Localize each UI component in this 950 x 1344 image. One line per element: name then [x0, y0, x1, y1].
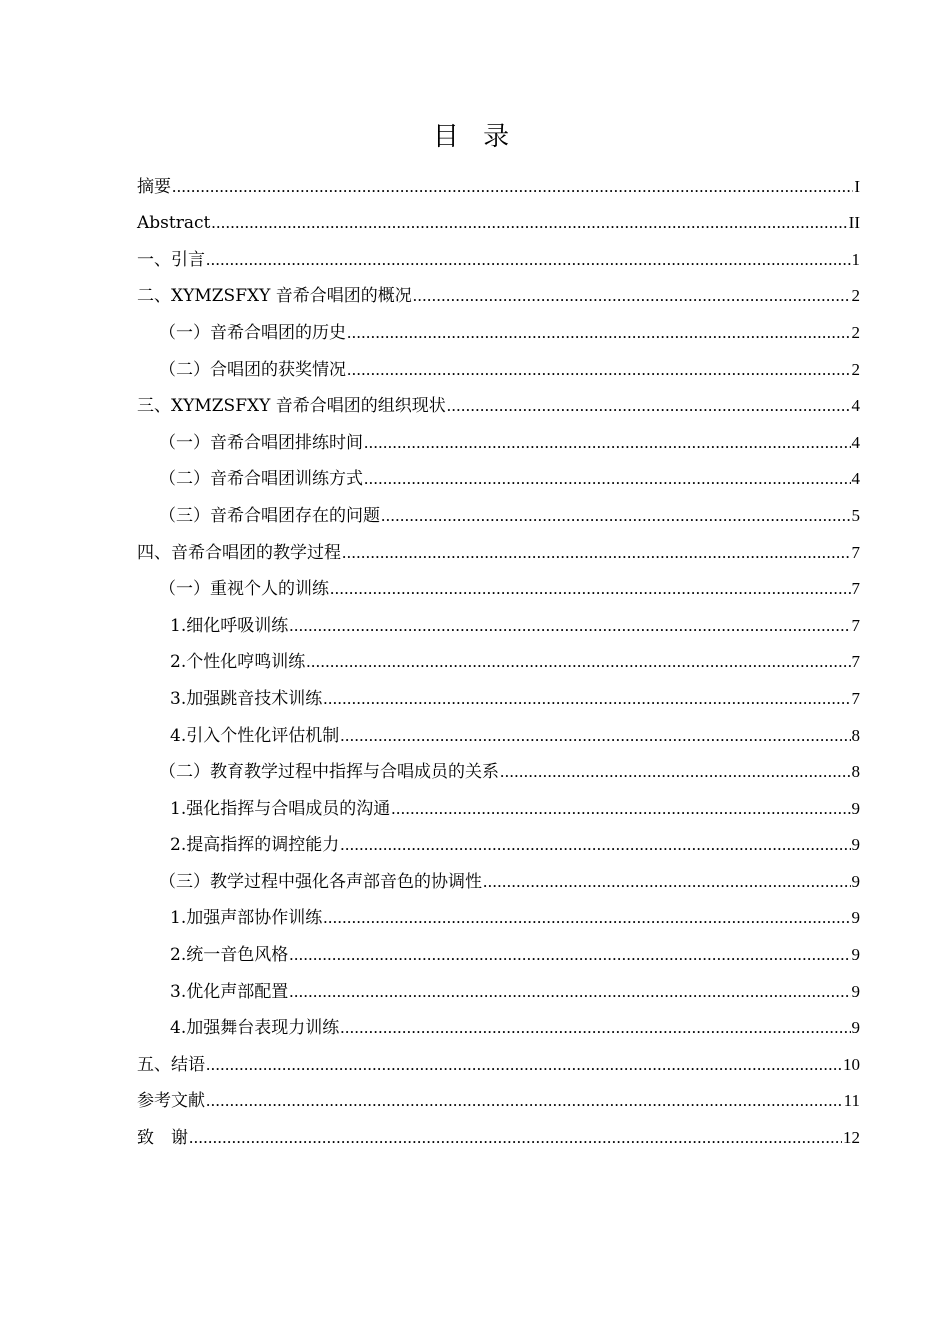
toc-entry-label: （三）音希合唱团存在的问题 — [159, 505, 380, 526]
toc-entry-label: （一）音希合唱团排练时间 — [159, 432, 363, 453]
dot-leader — [330, 579, 851, 599]
toc-entry[interactable] — [137, 672, 860, 709]
toc-entry-page: 9 — [851, 798, 860, 818]
dot-leader — [413, 286, 851, 306]
dot-leader — [323, 689, 850, 709]
toc-entry[interactable] — [137, 270, 860, 307]
dot-leader — [211, 213, 847, 233]
toc-entry-page: 2 — [851, 359, 860, 379]
toc-entry-label: 3.优化声部配置 — [170, 981, 289, 1002]
toc-entry-page: 8 — [851, 725, 860, 745]
toc-entry-page: 9 — [851, 945, 860, 965]
toc-entry-label: 三、XYMZSFXY 音希合唱团的组织现状 — [137, 396, 446, 417]
table-of-contents — [137, 160, 860, 1148]
toc-entry-page: 9 — [851, 908, 860, 928]
toc-entry[interactable] — [137, 526, 860, 563]
toc-entry[interactable] — [137, 1002, 860, 1039]
dot-leader — [206, 1091, 843, 1111]
toc-entry-page: 7 — [851, 542, 860, 562]
toc-entry[interactable] — [137, 746, 860, 783]
toc-entry-label: （二）教育教学过程中指挥与合唱成员的关系 — [159, 762, 499, 783]
dot-leader — [306, 652, 850, 672]
toc-entry-label: 2.提高指挥的调控能力 — [170, 835, 340, 856]
dot-leader — [364, 469, 851, 489]
toc-entry-page: 11 — [843, 1091, 860, 1111]
toc-entry[interactable] — [137, 892, 860, 929]
toc-entry[interactable] — [137, 599, 860, 636]
dot-leader — [189, 1128, 842, 1148]
toc-entry-label: 1.细化呼吸训练 — [170, 615, 289, 636]
dot-leader — [483, 872, 851, 892]
toc-entry-label: 二、XYMZSFXY 音希合唱团的概况 — [137, 286, 412, 307]
toc-entry-label: （一）音希合唱团的历史 — [159, 322, 346, 343]
toc-entry[interactable] — [137, 563, 860, 600]
toc-entry[interactable] — [137, 380, 860, 417]
toc-entry[interactable] — [137, 160, 860, 197]
dot-leader — [447, 396, 851, 416]
toc-entry-page: 12 — [843, 1128, 860, 1148]
toc-entry[interactable] — [137, 453, 860, 490]
dot-leader — [323, 908, 850, 928]
toc-entry-page: 9 — [851, 981, 860, 1001]
toc-entry[interactable] — [137, 233, 860, 270]
toc-entry[interactable] — [137, 489, 860, 526]
toc-entry-label: 2.统一音色风格 — [170, 945, 289, 966]
dot-leader — [347, 323, 851, 343]
toc-entry-page: 7 — [851, 579, 860, 599]
toc-entry[interactable] — [137, 928, 860, 965]
toc-entry-label: （二）合唱团的获奖情况 — [159, 359, 346, 380]
toc-entry-page: II — [848, 213, 860, 233]
dot-leader — [391, 799, 850, 819]
dot-leader — [172, 177, 853, 197]
toc-entry-label: 3.加强跳音技术训练 — [170, 688, 323, 709]
toc-entry[interactable] — [137, 1111, 860, 1148]
toc-entry-page: 2 — [851, 322, 860, 342]
toc-entry-label: 4.加强舞台表现力训练 — [170, 1018, 340, 1039]
toc-entry[interactable] — [137, 197, 860, 234]
toc-entry[interactable] — [137, 343, 860, 380]
toc-entry-label: Abstract — [137, 213, 211, 234]
toc-entry-label: 1.加强声部协作训练 — [170, 908, 323, 929]
toc-entry-page: 2 — [851, 286, 860, 306]
dot-leader — [206, 1055, 842, 1075]
toc-entry-page: 9 — [851, 871, 860, 891]
toc-entry-label: 五、结语 — [137, 1054, 205, 1075]
toc-entry[interactable] — [137, 819, 860, 856]
dot-leader — [500, 762, 851, 782]
dot-leader — [347, 360, 851, 380]
toc-entry-label: 2.个性化哼鸣训练 — [170, 652, 306, 673]
toc-entry-label: 1.强化指挥与合唱成员的沟通 — [170, 798, 391, 819]
toc-entry-page: 4 — [851, 469, 860, 489]
toc-entry[interactable] — [137, 782, 860, 819]
toc-entry-page: 5 — [851, 505, 860, 525]
dot-leader — [289, 945, 850, 965]
toc-entry[interactable] — [137, 965, 860, 1002]
dot-leader — [364, 433, 851, 453]
toc-entry-label: 4.引入个性化评估机制 — [170, 725, 340, 746]
toc-entry[interactable] — [137, 636, 860, 673]
dot-leader — [340, 726, 850, 746]
toc-entry-page: 9 — [851, 835, 860, 855]
toc-entry-label: 一、引言 — [137, 249, 205, 270]
toc-entry-page: I — [854, 176, 860, 196]
toc-entry[interactable] — [137, 306, 860, 343]
toc-entry-page: 7 — [851, 615, 860, 635]
toc-entry-page: 10 — [843, 1054, 860, 1074]
toc-entry[interactable] — [137, 855, 860, 892]
toc-entry-label: 四、音希合唱团的教学过程 — [137, 542, 341, 563]
toc-entry-page: 4 — [851, 432, 860, 452]
dot-leader — [342, 543, 851, 563]
dot-leader — [206, 250, 851, 270]
toc-entry-label: （三）教学过程中强化各声部音色的协调性 — [159, 871, 482, 892]
toc-entry[interactable] — [137, 1075, 860, 1112]
toc-entry-page: 9 — [851, 1018, 860, 1038]
toc-entry-label: 参考文献 — [137, 1091, 205, 1112]
toc-entry[interactable] — [137, 416, 860, 453]
toc-entry-page: 7 — [851, 652, 860, 672]
dot-leader — [289, 616, 850, 636]
toc-entry[interactable] — [137, 1038, 860, 1075]
dot-leader — [289, 982, 850, 1002]
page-title: 目 录 — [432, 122, 518, 152]
dot-leader — [381, 506, 851, 526]
dot-leader — [340, 835, 850, 855]
dot-leader — [340, 1018, 850, 1038]
toc-entry-label: 致 谢 — [137, 1128, 188, 1149]
toc-entry-page: 8 — [851, 762, 860, 782]
toc-entry-label: （一）重视个人的训练 — [159, 579, 329, 600]
toc-entry-page: 1 — [851, 249, 860, 269]
toc-entry[interactable] — [137, 709, 860, 746]
toc-entry-label: （二）音希合唱团训练方式 — [159, 469, 363, 490]
toc-entry-page: 7 — [851, 688, 860, 708]
toc-entry-page: 4 — [851, 396, 860, 416]
toc-entry-label: 摘要 — [137, 176, 171, 197]
